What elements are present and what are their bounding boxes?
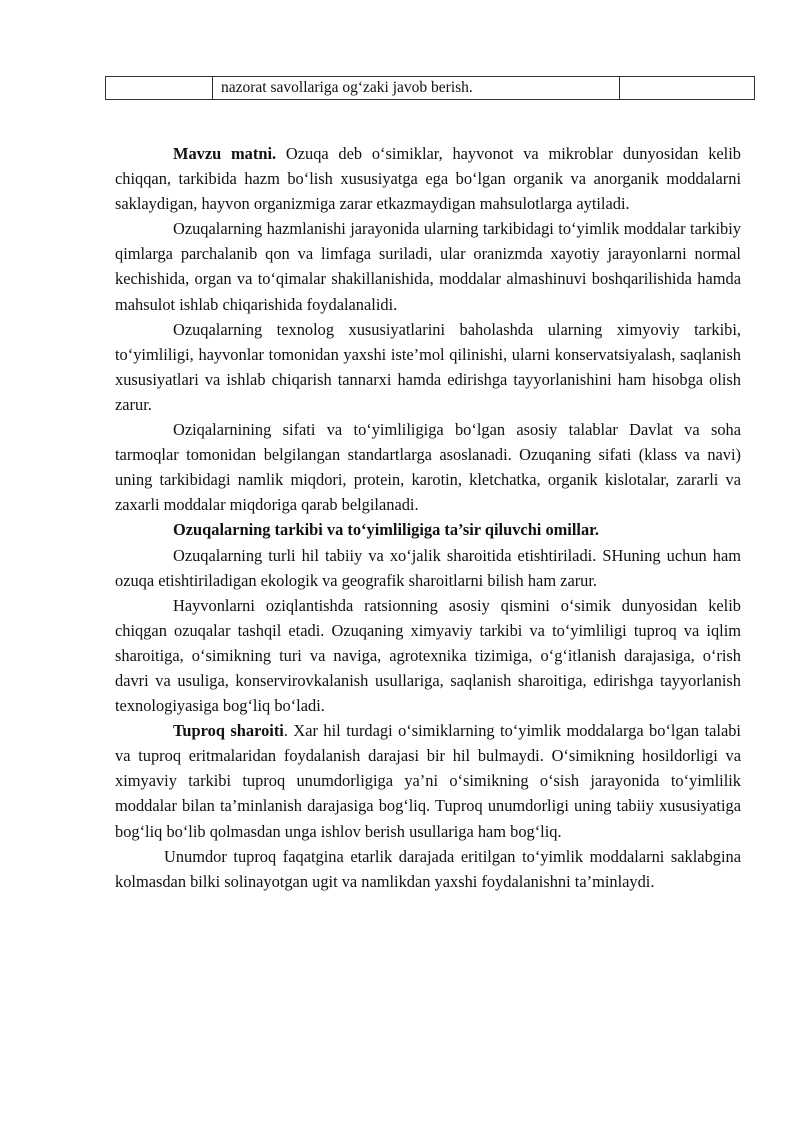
header-table [105,76,755,100]
paragraph-conditions: Ozuqalarning turli hil tabiiy va xo‘jalik sharoitida etishtiriladi. SHuning uchun ham ozuqa etishtiriladigan ekologik va geografik sharoitlarni bilish ham zarur. [115,545,741,590]
paragraph-text: Ozuqa deb o‘simiklar, hayvonot va mikroblar dunyosidan kelib chiqqan, tarkibida hazm bo‘lish xususiyatga ega bo‘lgan organik va anorganik moddalarni saklaydigan, hayvon organizmiga zarar etkazmaydigan mahsulotlarga aytiladi. [115,144,741,214]
paragraph-text: . Xar hil turdagi o‘simiklarning to‘yimlik moddalarga bo‘lgan talabi va tuproq eritmalaridan foydalanish darajasi bir hil bulmaydi. O‘simikning hosildorligi va ximyaviy tarkibi tuproq unumdorligiga ya’ni o‘simikning o‘sish jarayonida to‘yimlilik moddalar bilan ta’minlanish darajasiga bog‘liq. Tuproq unumdorligi uning tabiiy xususiyatiga bog‘liq bo‘lib qolmasdan unga ishlov berish usullariga ham bog‘liq. [115,721,741,841]
paragraph-intro [115,141,741,216]
paragraph-soil [115,718,741,843]
section-label-soil: Tuproq sharoiti [173,721,284,741]
table-cell-right [620,77,755,100]
table-row [106,77,755,100]
paragraph-digestion: Ozuqalarning hazmlanishi jarayonida ularning tarkibidagi to‘yimlik moddalar tarkibiy qimlarga parchalanib qon va limfaga suriladi, ular oranizmda xayotiy jarayonlarni normal kechishida, organ va to‘qimalar shakillanishida, moddalar almashinuvi boshqarilishida hamda mahsulot ishlab chiqarishida foydalanalidi. [115,219,741,314]
section-label-topic: Mavzu matni. [173,144,277,163]
paragraph-fertile-soil: Unumdor tuproq faqatgina etarlik darajada eritilgan to‘yimlik moddalarni saklabgina kolmasdan bilki solinayotgan ugit va namlikdan yaxshi foydalanishni ta’minlaydi. [115,846,741,891]
table-cell-task: nazorat savollariga og‘zaki javob berish. [213,77,620,100]
section-heading: Ozuqalarning tarkibi va to‘yimliligiga ta’sir qiluvchi omillar. [173,520,600,540]
table-cell-left [106,77,213,100]
document-body [115,141,741,894]
paragraph-ration: Hayvonlarni oziqlantishda ratsionning asosiy qismini o‘simik dunyosidan kelib chiqgan ozuqalar tashqil etadi. Ozuqaning ximyaviy tarkibi va to‘yimliligi tuproq va iqlim sharoitiga, o‘simikning turi va naviga, agrotexnika tizimiga, o‘g‘itlanish darajasiga, o‘rish davri va usuliga, konservirovkalanish usullariga, saqlanish sharoitiga, edirishga tayyorlanish texnologiyasiga bog‘liq bo‘ladi. [115,595,741,716]
paragraph-quality: Oziqalarnining sifati va to‘yimliligiga bo‘lgan asosiy talablar Davlat va soha tarmoqlar tomonidan belgilangan standartlarga asoslanadi. Ozuqaning sifati (klass va navi) uning tarkibidagi namlik miqdori, protein, karotin, kletchatka, organik kislotalar, zararli va zaxarli moddalar miqdoriga qarab belgilanadi. [115,420,741,515]
paragraph-technology: Ozuqalarning texnolog xususiyatlarini baholashda ularning ximyoviy tarkibi, to‘yimliligi, hayvonlar tomonidan yaxshi iste’mol qilinishi, ularni konservatsiyalash, saqlanish xususiyatlari va ishlab chiqarish tannarxi hamda edirishga tayyorlanishini ham hisobga olish zarur. [115,319,741,414]
